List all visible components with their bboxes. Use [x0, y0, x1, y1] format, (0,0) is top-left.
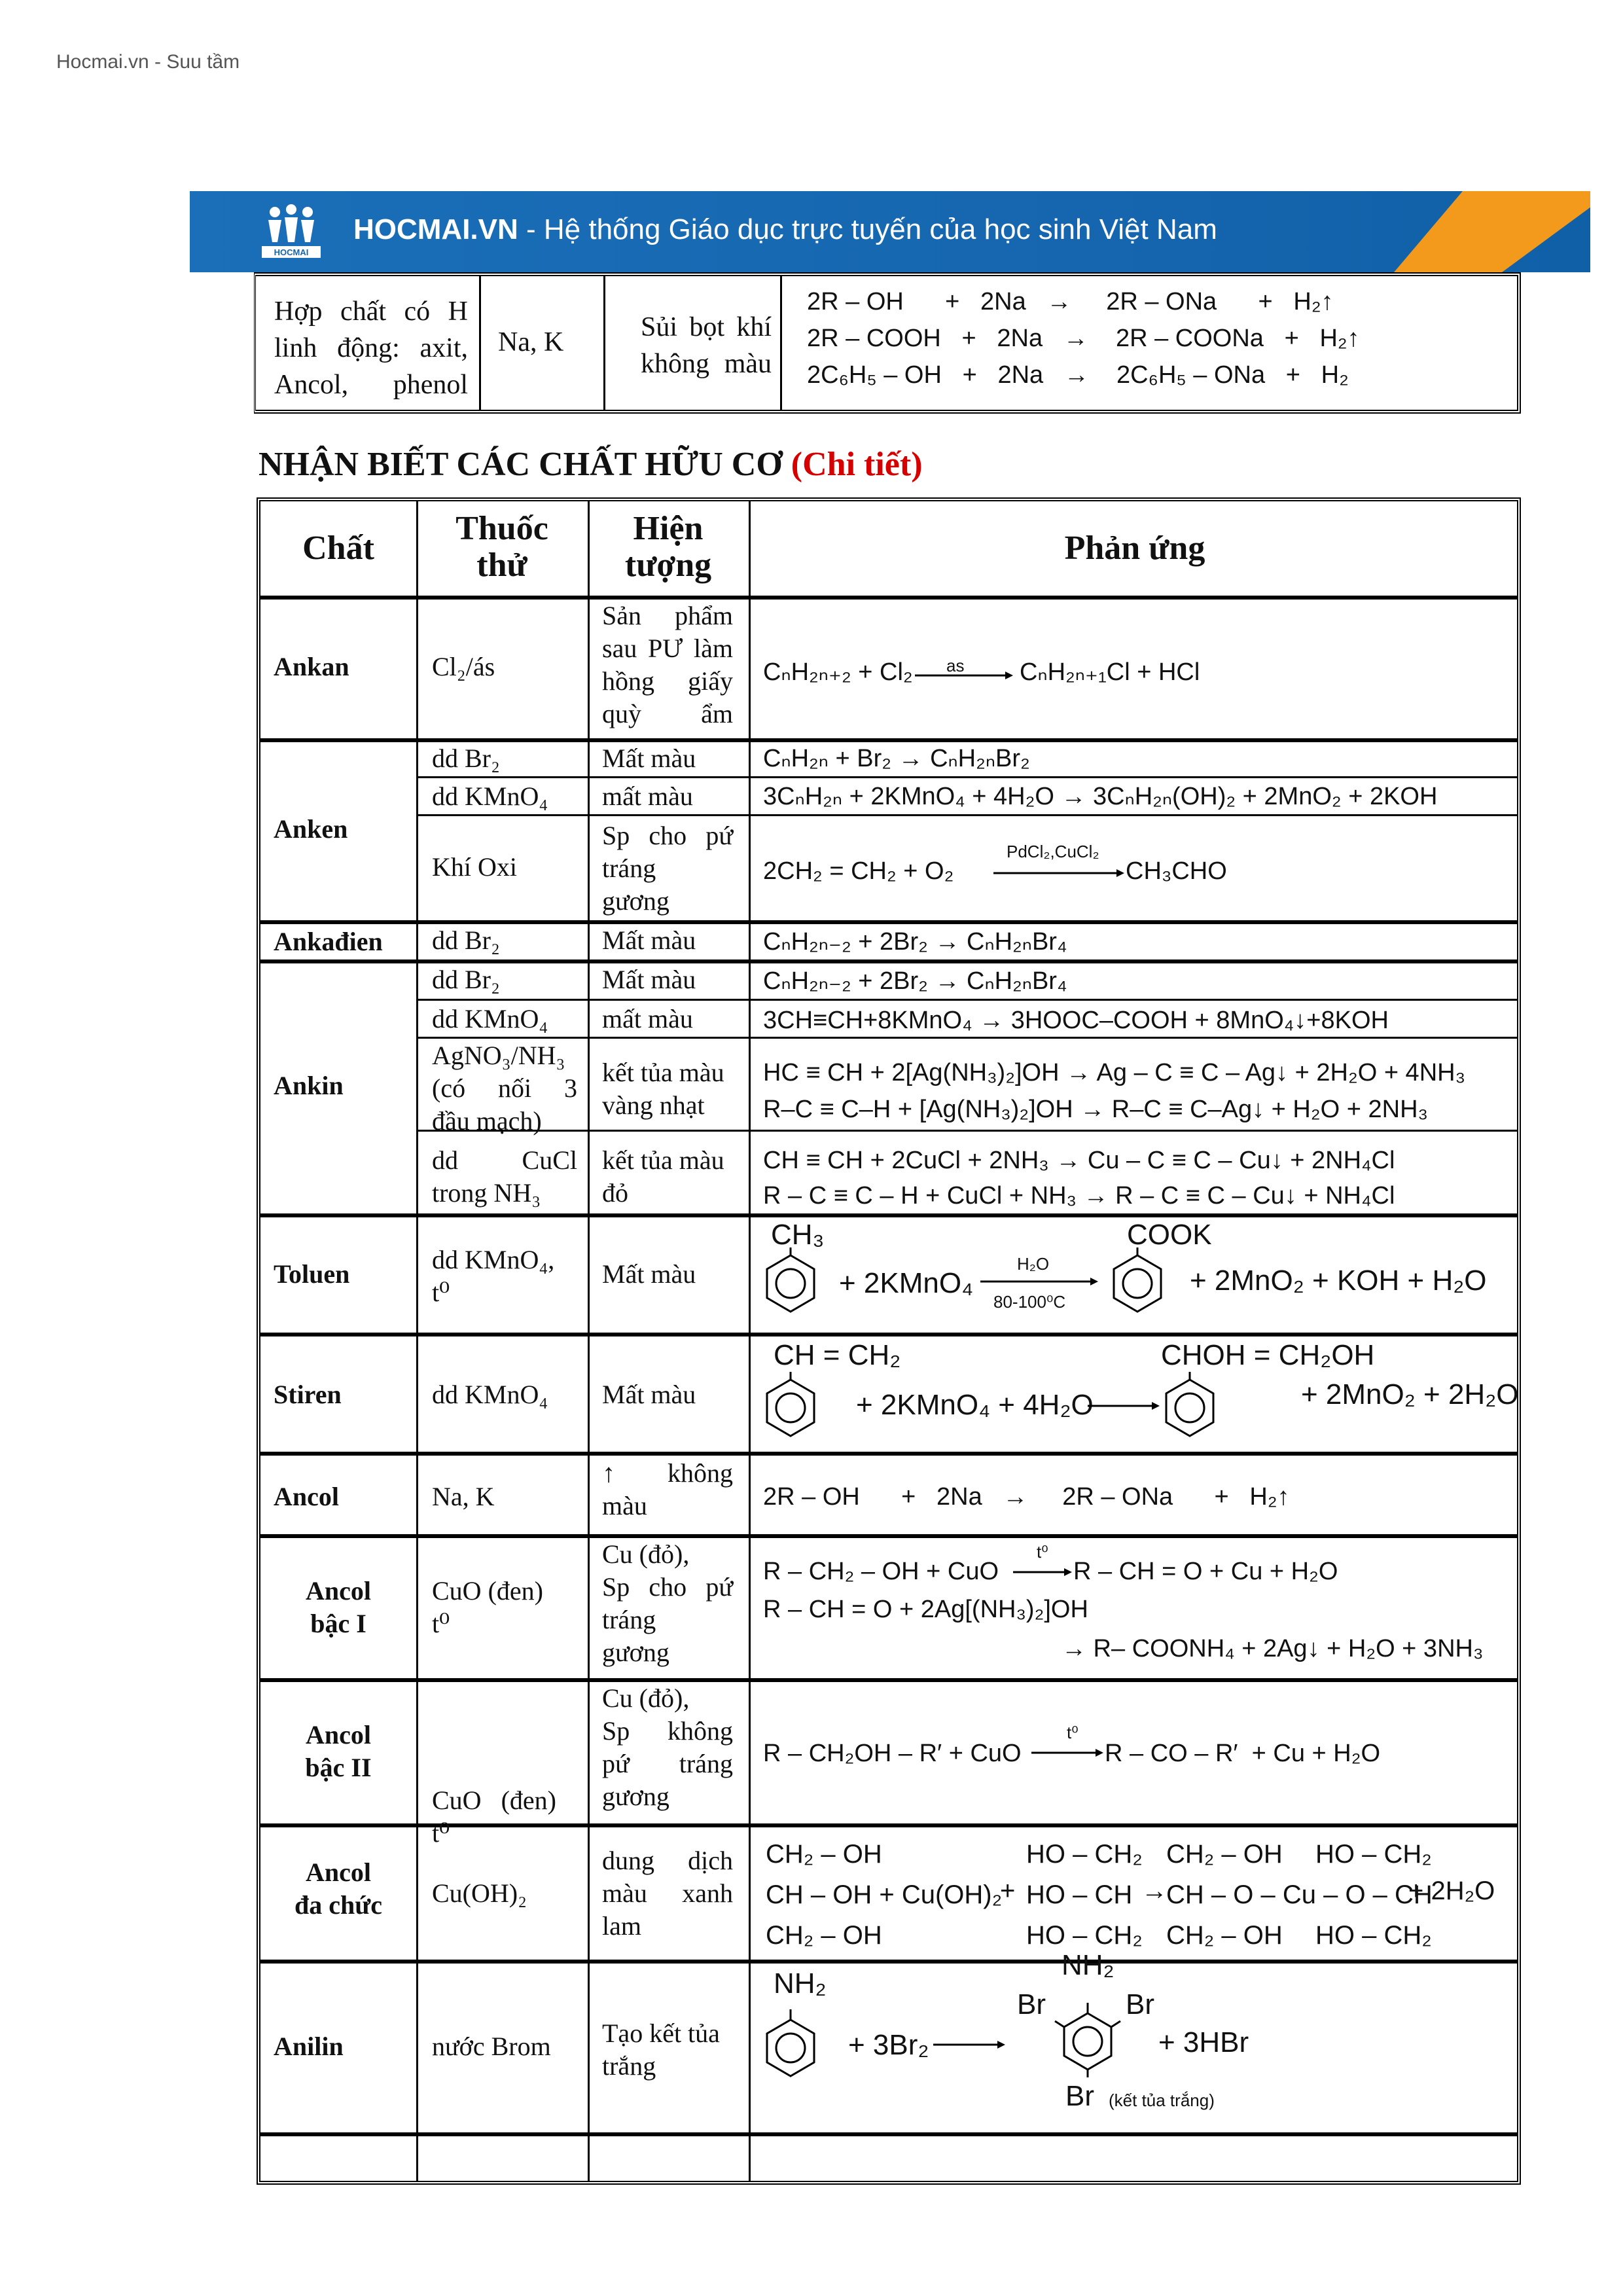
row-divider [416, 1130, 1517, 1132]
ancol1-phenomenon: Cu (đỏ), Sp cho pứ tráng gương [602, 1539, 733, 1667]
ancol2-name: Ancol bậc II [305, 1720, 372, 1782]
ankan-reagent: Cl₂/ás [432, 652, 495, 681]
section-title-highlight: (Chi tiết) [791, 446, 923, 483]
ancol2-eq-left: R – CH₂OH – R′ + CuO [763, 1740, 1022, 1767]
ancol2-arrow-label: t⁰ [1067, 1723, 1079, 1742]
anilin-br-bottom: Br [1065, 2080, 1094, 2112]
header-phenomenon: Hiện tượng [624, 510, 712, 584]
top-phenomenon: Sủi bọt khí không màu [641, 312, 772, 379]
toluen-right: + 2MnO₂ + KOH + H₂O [1190, 1265, 1487, 1297]
ancol1-arrow-label: t⁰ [1037, 1542, 1048, 1562]
anilin-br-right: Br [1126, 1988, 1154, 2020]
row-divider [416, 1037, 1517, 1039]
anilin-sub-left: NH₂ [774, 1967, 827, 2000]
ancol1-name: Ancol bậc I [306, 1576, 371, 1638]
stiren-arrow [1088, 1399, 1160, 1412]
anilin-right: + 3HBr [1158, 2026, 1249, 2058]
ankin-eq-2: 3CH≡CH+8KMnO₄ → 3HOOC–COOH + 8MnO₄↓+8KOH [763, 1007, 1389, 1034]
stiren-name: Stiren [274, 1380, 342, 1409]
row-divider [416, 814, 1517, 816]
anken-phenomenon-1: Mất màu [602, 744, 696, 773]
benzene-ring-icon [764, 1378, 817, 1437]
row-divider [260, 1452, 1517, 1456]
benzene-ring-icon [764, 1254, 817, 1313]
ancol1-eq1-right: R – CH = O + Cu + H₂O [1073, 1558, 1338, 1585]
toluen-mid: + 2KMnO₄ [839, 1267, 974, 1299]
ancol2-phenomenon: Cu (đỏ), Sp không pứ tráng gương [602, 1683, 733, 1811]
ankadien-name: Ankađien [274, 927, 383, 956]
benzene-ring-icon [1111, 1254, 1164, 1313]
ankan-name: Ankan [274, 652, 349, 681]
ankan-eq-right: CₙH₂ₙ₊₁Cl + HCl [1020, 658, 1200, 686]
toluen-reagent: dd KMnO₄, t⁰ [432, 1245, 555, 1307]
anken-arrow [993, 867, 1124, 880]
anilin-name: Anilin [274, 2032, 344, 2061]
row-divider [416, 999, 1517, 1001]
ancol1-arrow [1013, 1566, 1072, 1579]
ancol-da-col2: HO – CH₂ HO – CH HO – CH₂ [1026, 1840, 1143, 1950]
ankan-phenomenon: Sản phẩm sau PƯ làm hồng giấy quỳ ẩm [602, 601, 733, 728]
anilin-mid: + 3Br₂ [848, 2029, 929, 2061]
ancol-da-col3: CH₂ – OH CH – O – Cu – O – CH CH₂ – OH [1166, 1840, 1433, 1950]
ankadien-phenomenon: Mất màu [602, 925, 696, 955]
ankin-eq-3b: R–C ≡ C–H + [Ag(NH₃)₂]OH → R–C ≡ C–Ag↓ + H₂O + 2NH₃ [763, 1096, 1428, 1123]
stiren-right: + 2MnO₂ + 2H₂O [1301, 1378, 1519, 1410]
anilin-phenomenon: Tạo kết tủa trắng [602, 2018, 720, 2081]
ankin-phenomenon-3: kết tủa màu vàng nhạt [602, 1058, 724, 1120]
ancol-eq: 2R – OH + 2Na → 2R – ONa + H₂↑ [763, 1483, 1290, 1511]
stiren-sub-left: CH = CH₂ [774, 1339, 901, 1371]
anken-reagent-3: Khí Oxi [432, 852, 517, 882]
row-divider [260, 1333, 1517, 1336]
header-substance: Chất [302, 529, 374, 567]
previous-table-row [254, 272, 1521, 414]
top-reaction-3: 2C₆H₅ – OH + 2Na → 2C₆H₅ – ONa + H₂ [807, 361, 1349, 389]
ankadien-eq: CₙH₂ₙ₋₂ + 2Br₂ → CₙH₂ₙBr₄ [763, 928, 1067, 956]
ancol2-reagent: CuO (đen) t⁰ [432, 1785, 556, 1848]
ancol2-eq-right: R – CO – R′ + Cu + H₂O [1105, 1740, 1381, 1767]
col-divider [416, 501, 418, 2181]
col-divider [588, 501, 590, 2181]
row-divider [260, 596, 1517, 600]
anilin-sub-top: NH₂ [1061, 1949, 1115, 1981]
ankin-eq-4b: R – C ≡ C – H + CuCl + NH₃ → R – C ≡ C – Cu↓ + NH₄Cl [763, 1182, 1395, 1210]
ancol-phenomenon: ↑ không màu [602, 1458, 733, 1520]
toluen-phenomenon: Mất màu [602, 1259, 696, 1289]
anilin-reagent: nước Brom [432, 2032, 551, 2061]
row-divider [260, 1678, 1517, 1682]
benzene-ring-icon [1164, 1378, 1216, 1437]
anken-reagent-2: dd KMnO₄ [432, 781, 548, 811]
ankin-reagent-2: dd KMnO₄ [432, 1004, 548, 1033]
row-divider [260, 1960, 1517, 1964]
anilin-note: (kết tủa trắng) [1109, 2090, 1215, 2110]
stiren-mid: + 2KMnO₄ + 4H₂O [856, 1389, 1094, 1421]
hocmai-logo-icon [262, 204, 321, 260]
ancol1-eq3: → R– COONH₄ + 2Ag↓ + H₂O + 3NH₃ [1061, 1635, 1484, 1662]
toluen-sub-left: CH₃ [771, 1219, 825, 1251]
anken-eq-3-right: CH₃CHO [1126, 857, 1227, 885]
ancol-da-col1: CH₂ – OH CH – OH + Cu(OH)₂ CH₂ – OH [766, 1840, 1003, 1950]
anken-name: Anken [274, 814, 348, 844]
toluen-arrow [980, 1275, 1098, 1288]
stiren-reagent: dd KMnO₄ [432, 1380, 548, 1409]
row-divider [260, 2132, 1517, 2136]
header-reaction: Phản ứng [1064, 529, 1205, 567]
benzene-ring-icon [764, 2018, 817, 2077]
toluen-arrow-top: H₂O [1017, 1254, 1050, 1274]
brand-name: HOCMAI.VN [353, 213, 518, 245]
row-divider [260, 1534, 1517, 1538]
banner-orange-accent [1394, 191, 1590, 272]
ancol-da-arrow: → [1141, 1876, 1168, 1905]
ancol-da-reagent: Cu(OH)₂ [432, 1878, 527, 1908]
ankin-phenomenon-2: mất màu [602, 1004, 693, 1033]
ankin-reagent-1: dd Br₂ [432, 965, 500, 994]
ankin-reagent-4: dd CuCl trong NH₃ [432, 1145, 577, 1208]
anken-arrow-label: PdCl₂,CuCl₂ [1007, 842, 1099, 861]
ancol-da-name: Ancol đa chức [294, 1857, 382, 1920]
ankan-eq-left: CₙH₂ₙ₊₂ + Cl₂ [763, 658, 913, 686]
ancol-da-phenomenon: dung dịch màu xanh lam [602, 1846, 733, 1941]
toluen-arrow-bottom: 80-100⁰C [993, 1292, 1066, 1312]
ancol1-eq1-left: R – CH₂ – OH + CuO [763, 1558, 999, 1585]
anilin-br-left: Br [1017, 1988, 1046, 2020]
anken-phenomenon-3: Sp cho pứ tráng gương [602, 821, 733, 916]
anken-eq-3-left: 2CH₂ = CH₂ + O₂ [763, 857, 954, 885]
source-watermark: Hocmai.vn - Suu tầm [56, 51, 240, 73]
toluen-sub-right: COOK [1127, 1219, 1212, 1251]
ancol-da-tail: + 2H₂O [1408, 1876, 1495, 1905]
ancol1-eq2: R – CH = O + 2Ag[(NH₃)₂]OH [763, 1596, 1088, 1623]
hocmai-banner [190, 191, 1590, 272]
ankan-arrow [915, 669, 1013, 682]
brand-tagline: - Hệ thống Giáo dục trực tuyến của học sinh Việt Nam [518, 213, 1217, 245]
ankin-reagent-3: AgNO₃/NH₃ (có nối 3 đầu mạch) [432, 1041, 577, 1136]
ancol-name: Ancol [274, 1482, 339, 1511]
ankin-eq-3a: HC ≡ CH + 2[Ag(NH₃)₂]OH → Ag – C ≡ C – Ag↓ + 2H₂O + 4NH₃ [763, 1059, 1466, 1086]
top-substance: Hợp chất có H linh động: axit, Ancol, phenol [274, 296, 468, 400]
benzene-ring-icon [1061, 2012, 1114, 2071]
anilin-arrow [933, 2038, 1005, 2051]
ankin-phenomenon-4: kết tủa màu đỏ [602, 1145, 724, 1208]
row-divider [260, 1213, 1517, 1217]
anken-phenomenon-2: mất màu [602, 781, 693, 811]
ankan-arrow-label: as [946, 656, 965, 675]
ankin-eq-1: CₙH₂ₙ₋₂ + 2Br₂ → CₙH₂ₙBr₄ [763, 967, 1067, 995]
row-divider [416, 776, 1517, 778]
ankin-eq-4a: CH ≡ CH + 2CuCl + 2NH₃ → Cu – C ≡ C – Cu↓ + 2NH₄Cl [763, 1147, 1395, 1174]
ancol2-arrow [1031, 1746, 1103, 1759]
logo-text: HOCMAI [274, 247, 309, 257]
ancol-da-col4: HO – CH₂ HO – CH₂ [1315, 1840, 1432, 1950]
ankadien-reagent: dd Br₂ [432, 925, 500, 955]
header-reagent: Thuốc thử [455, 510, 548, 584]
top-reaction-2: 2R – COOH + 2Na → 2R – COONa + H₂↑ [807, 325, 1360, 352]
top-reagent: Na, K [498, 327, 564, 357]
toluen-name: Toluen [274, 1259, 350, 1289]
anken-eq-1: CₙH₂ₙ + Br₂ → CₙH₂ₙBr₂ [763, 745, 1030, 772]
col-divider [749, 501, 751, 2181]
ankin-phenomenon-1: Mất màu [602, 965, 696, 994]
anken-reagent-1: dd Br₂ [432, 744, 500, 773]
ancol1-reagent: CuO (đen) t⁰ [432, 1576, 543, 1638]
top-reaction-1: 2R – OH + 2Na → 2R – ONa + H₂↑ [807, 288, 1334, 315]
section-title: NHẬN BIẾT CÁC CHẤT HỮU CƠ (Chi tiết) [259, 446, 923, 483]
anken-eq-2: 3CₙH₂ₙ + 2KMnO₄ + 4H₂O → 3CₙH₂ₙ(OH)₂ + 2MnO₂ + 2KOH [763, 783, 1438, 810]
stiren-sub-right: CHOH = CH₂OH [1161, 1339, 1375, 1371]
stiren-phenomenon: Mất màu [602, 1380, 696, 1409]
ancol-da-plus: + [1000, 1876, 1016, 1905]
ankin-name: Ankin [274, 1071, 344, 1100]
banner-brand [353, 213, 1217, 246]
identification-table [257, 497, 1521, 2185]
ancol-reagent: Na, K [432, 1482, 495, 1511]
